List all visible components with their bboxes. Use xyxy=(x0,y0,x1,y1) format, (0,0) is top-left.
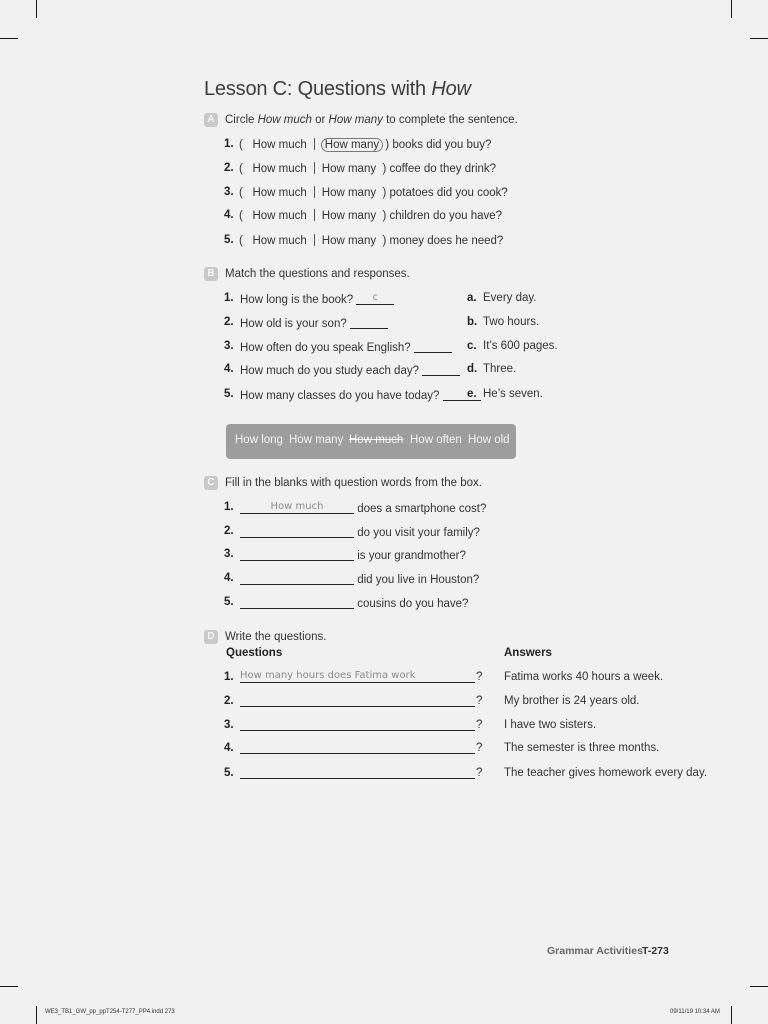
response-text: Three. xyxy=(483,363,517,375)
date-slug: 09/11/19 10:34 AM xyxy=(670,1009,720,1015)
separator xyxy=(314,162,315,174)
section-c-instructions: Fill in the blanks with question words from the box. xyxy=(225,477,482,489)
response-text: It’s 600 pages. xyxy=(483,340,558,352)
item-number: 5. xyxy=(224,234,234,246)
questions-heading: Questions xyxy=(226,647,283,659)
handwritten-answer: c xyxy=(372,292,379,303)
answer-text: I have two sisters. xyxy=(504,719,597,731)
fill-blank[interactable] xyxy=(240,501,354,514)
question-line[interactable] xyxy=(240,668,475,683)
section-d-badge: D xyxy=(204,630,218,644)
separator xyxy=(314,209,315,221)
fill-row xyxy=(240,548,466,562)
item-number: 5. xyxy=(224,767,234,779)
sentence-rest: did you live in Houston? xyxy=(357,574,480,586)
answer-blank[interactable] xyxy=(350,316,388,329)
open-paren: ( xyxy=(239,187,243,199)
handwritten-question: How many hours does Fatima work xyxy=(240,670,416,681)
section-a-badge: A xyxy=(204,113,218,127)
section-b-instructions: Match the questions and responses. xyxy=(225,268,410,280)
option-how-many-circled[interactable]: How many xyxy=(321,138,383,152)
choice-row xyxy=(239,138,491,152)
answer-text: The semester is three months. xyxy=(504,742,660,754)
response-letter: b. xyxy=(467,316,478,328)
instr-a-part: to complete the sentence. xyxy=(382,114,518,126)
word-option: How many xyxy=(289,434,344,446)
option-how-much[interactable]: How much xyxy=(252,187,307,199)
question-line[interactable] xyxy=(240,764,475,779)
item-number: 4. xyxy=(224,209,234,221)
fill-blank[interactable] xyxy=(240,596,354,609)
word-option: How long xyxy=(235,434,283,446)
sentence-rest: does a smartphone cost? xyxy=(357,503,487,515)
section-b-badge: B xyxy=(204,267,218,281)
crop-mark xyxy=(0,986,18,987)
item-number: 1. xyxy=(224,501,234,513)
sentence-rest: do you visit your family? xyxy=(357,527,480,539)
separator xyxy=(314,186,315,198)
item-number: 5. xyxy=(224,596,234,608)
choice-row xyxy=(239,234,503,247)
item-number: 2. xyxy=(224,162,234,174)
open-paren: ( xyxy=(239,139,243,151)
answer-blank[interactable] xyxy=(422,363,460,376)
item-number: 4. xyxy=(224,363,234,375)
item-number: 2. xyxy=(224,316,234,328)
choice-row xyxy=(239,209,502,222)
option-how-many[interactable]: How many xyxy=(321,235,377,247)
crop-mark xyxy=(0,38,18,39)
option-how-much[interactable]: How much xyxy=(252,235,307,247)
separator xyxy=(314,234,315,246)
option-how-much[interactable]: How much xyxy=(252,139,307,151)
footer-label: Grammar Activities xyxy=(547,945,643,957)
fill-row xyxy=(240,596,468,610)
question-text: How often do you speak English? xyxy=(240,342,411,354)
option-how-many[interactable]: How many xyxy=(321,187,377,199)
page-number: T-273 xyxy=(642,945,669,957)
crop-mark xyxy=(750,986,768,987)
question-text: How long is the book? xyxy=(240,294,354,306)
fill-row xyxy=(240,525,480,539)
fill-row xyxy=(240,572,479,586)
item-number: 4. xyxy=(224,572,234,584)
question-line[interactable] xyxy=(240,692,475,707)
fill-row xyxy=(240,501,486,515)
answers-heading: Answers xyxy=(504,647,552,659)
section-a-instructions xyxy=(225,114,518,126)
title-main: Lesson C: Questions with xyxy=(204,78,432,100)
item-number: 3. xyxy=(224,186,234,198)
crop-mark xyxy=(36,1006,37,1024)
crop-mark xyxy=(750,38,768,39)
match-question xyxy=(240,388,481,402)
instr-a-italic: How much xyxy=(257,114,312,126)
option-how-much[interactable]: How much xyxy=(252,163,307,175)
section-d-instructions: Write the questions. xyxy=(225,631,327,643)
file-slug: WE3_TB1_GW_pp_ppT254-T277_PP4.indd 273 xyxy=(45,1009,175,1015)
crop-mark xyxy=(731,1006,732,1024)
question-text: How many classes do you have today? xyxy=(240,390,440,402)
sentence-rest: ) money does he need? xyxy=(382,235,504,247)
item-number: 5. xyxy=(224,388,234,400)
item-number: 1. xyxy=(224,292,234,304)
response-letter: a. xyxy=(467,292,477,304)
sentence-rest: ) children do you have? xyxy=(382,210,503,222)
match-question xyxy=(240,292,394,306)
response-text: Every day. xyxy=(483,292,537,304)
item-number: 1. xyxy=(224,671,234,683)
instr-a-italic: How many xyxy=(328,114,383,126)
instr-a-part: or xyxy=(311,114,329,126)
crop-mark xyxy=(731,0,732,18)
sentence-rest: ) potatoes did you cook? xyxy=(382,187,508,199)
page-title xyxy=(204,78,471,101)
item-number: 4. xyxy=(224,742,234,754)
response-text: He’s seven. xyxy=(483,388,543,400)
word-option: How often xyxy=(410,434,462,446)
choice-row xyxy=(239,186,508,199)
response-letter: c. xyxy=(467,340,477,352)
answer-text: The teacher gives homework every day. xyxy=(504,767,708,779)
sentence-rest: ) books did you buy? xyxy=(385,139,492,151)
separator xyxy=(314,138,315,150)
question-mark: ? xyxy=(476,671,483,683)
sentence-rest: cousins do you have? xyxy=(357,598,469,610)
open-paren: ( xyxy=(239,210,243,222)
question-mark: ? xyxy=(476,695,483,707)
response-letter: d. xyxy=(467,363,478,375)
option-how-many[interactable]: How many xyxy=(321,163,377,175)
fill-blank[interactable] xyxy=(240,548,354,561)
fill-blank[interactable] xyxy=(240,572,354,585)
question-line[interactable] xyxy=(240,716,475,731)
sentence-rest: ) coffee do they drink? xyxy=(382,163,497,175)
match-question xyxy=(240,340,452,354)
question-mark: ? xyxy=(476,742,483,754)
response-letter: e. xyxy=(467,388,477,400)
title-italic: How xyxy=(431,78,471,100)
question-mark: ? xyxy=(476,719,483,731)
answer-blank[interactable] xyxy=(356,292,394,305)
fill-blank[interactable] xyxy=(240,525,354,538)
item-number: 1. xyxy=(224,138,234,150)
open-paren: ( xyxy=(239,235,243,247)
item-number: 2. xyxy=(224,695,234,707)
open-paren: ( xyxy=(239,163,243,175)
item-number: 3. xyxy=(224,719,234,731)
handwritten-answer: How much xyxy=(270,501,324,512)
answer-text: Fatima works 40 hours a week. xyxy=(504,671,664,683)
question-text: How old is your son? xyxy=(240,318,347,330)
item-number: 3. xyxy=(224,548,234,560)
word-option: How old xyxy=(468,434,510,446)
choice-row xyxy=(239,162,496,175)
option-how-much[interactable]: How much xyxy=(252,210,307,222)
instr-a-part: Circle xyxy=(225,114,258,126)
crop-mark xyxy=(36,0,37,18)
word-option-used: How much xyxy=(349,434,404,446)
answer-blank[interactable] xyxy=(414,340,452,353)
match-question xyxy=(240,363,460,377)
question-line[interactable] xyxy=(240,739,475,754)
question-mark: ? xyxy=(476,767,483,779)
item-number: 3. xyxy=(224,340,234,352)
answer-text: My brother is 24 years old. xyxy=(504,695,640,707)
item-number: 2. xyxy=(224,525,234,537)
section-c-badge: C xyxy=(204,476,218,490)
match-question xyxy=(240,316,388,330)
sentence-rest: is your grandmother? xyxy=(357,550,466,562)
word-box xyxy=(226,424,516,459)
option-how-many[interactable]: How many xyxy=(321,210,377,222)
response-text: Two hours. xyxy=(483,316,540,328)
question-text: How much do you study each day? xyxy=(240,365,419,377)
